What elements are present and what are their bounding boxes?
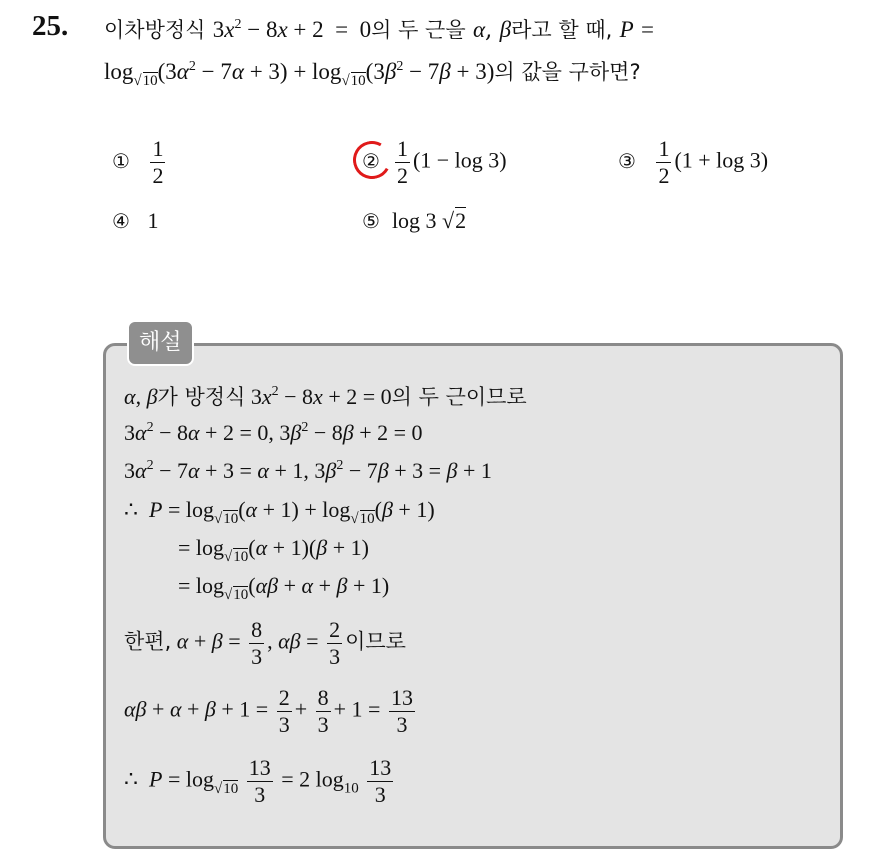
solution-line-2: $3\alpha^2 - 8\alpha + 2 = 0$, $3\beta^2 - 8\beta + 2 = 0$ [124,420,423,445]
solution-tag: 해설 [127,320,194,366]
problem-line-2: $\log_{√10}(3\alpha^2 - 7\alpha + 3) + \log_{√10}(3\beta^2 - 7\beta + 3)$의 값을 구하면? [104,59,641,89]
solution-line-9: ∴ $P = \log_{√10}$ $\frac{13}{3}$ = 2 $\log_{10}$ $\frac{13}{3}$ [124,755,392,807]
solution-line-4: ∴ $P = \log_{√10}(\alpha + 1) + \log_{√10}(\beta + 1)$ [124,497,435,527]
solution-line-6: = $\log_{√10}(\alpha\beta + \alpha + \beta + 1)$ [178,573,390,603]
solution-line-3: $3\alpha^2 - 7\alpha + 3 = \alpha + 1$, $3\beta^2 - 7\beta + 3 = \beta + 1$ [124,458,492,483]
choice-5[interactable]: ⑤ log 3 √2 [362,208,467,233]
choice-1[interactable]: ① $\frac{1}{2}$ [112,136,164,188]
solution-line-7: 한편, α + β = $\frac{8}{3}$ , αβ = $\frac{2}{3}$ 이므로 [124,617,406,669]
choice-4[interactable]: ④ 1 [112,208,159,233]
solution-line-1: α, β가 방정식 $3x^2 - 8x + 2 = 0$의 두 근이므로 [124,384,527,409]
solution-line-5: = $\log_{√10}(\alpha + 1)(\beta + 1)$ [178,535,369,565]
solution-line-8: αβ + α + β + 1 = $\frac{2}{3}$ + $\frac{8}{3}$ + 1 = $\frac{13}{3}$ [124,685,413,737]
problem-number: 25. [32,10,69,42]
choice-3[interactable]: ③ $\frac{1}{2}$ (1 + log 3) [618,136,769,188]
choice-2[interactable]: ② $\frac{1}{2}$ (1 − log 3) [362,136,507,188]
problem-line-1: 이차방정식 $3x^2 - 8x + 2 = 0$의 두 근을 α, β라고 할 때, P = [104,17,654,43]
